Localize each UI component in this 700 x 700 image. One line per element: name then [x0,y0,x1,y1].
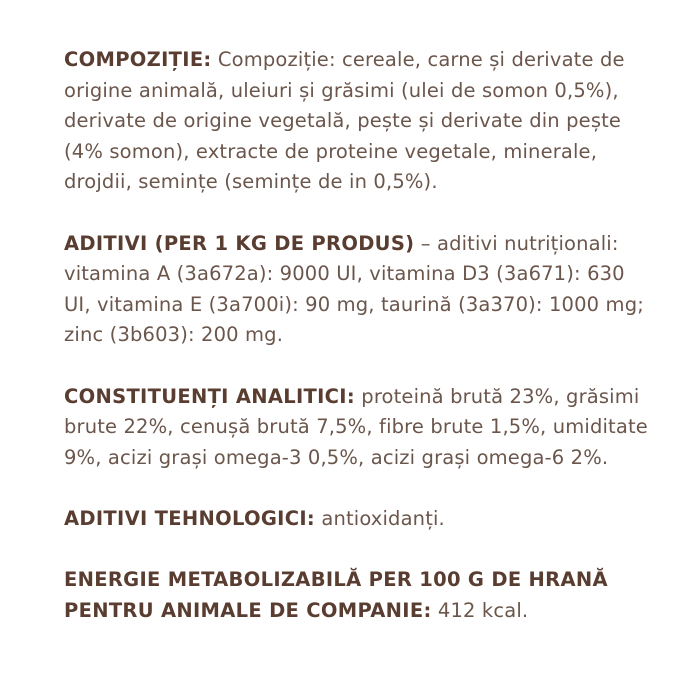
analytical-constituents-section [64,382,654,474]
metabolizable-energy-text: 412 kcal. [431,598,529,622]
product-label-text [64,45,654,657]
analytical-constituents-text: proteină brută 23%, grăsimi brute 22%, cenușă brută 7,5%, fibre brute 1,5%, umiditate 9%, acizi grași omega-3 0,5%, acizi grași omega-6 2%. [64,384,648,469]
additives-section [64,229,654,351]
composition-text: Compoziție: cereale, carne și derivate de origine animală, uleiuri și grăsimi (ulei de somon 0,5%), derivate de origine vegetală, pește și derivate din pește (4% somon), extracte de proteine vegetale, minerale, drojdii, semințe (semințe de in 0,5%). [64,48,625,194]
technological-additives-label: ADITIVI TEHNOLOGICI: [64,506,315,530]
composition-section [64,45,654,198]
metabolizable-energy-section [64,565,654,626]
additives-text: – aditivi nutriționali: vitamina A (3a672a): 9000 UI, vitamina D3 (3a671): 630 UI, vitamina E (3a700i): 90 mg, taurină (3a370): 1000 mg; zinc (3b603): 200 mg. [64,231,644,347]
metabolizable-energy-label: ENERGIE METABOLIZABILĂ PER 100 G DE HRANĂ PENTRU ANIMALE DE COMPANIE: [64,568,608,622]
composition-label: COMPOZIȚIE: [64,48,212,71]
technological-additives-text: antioxidanți. [315,506,445,530]
additives-label: ADITIVI (PER 1 KG DE PRODUS) [64,231,415,255]
technological-additives-section [64,504,654,535]
analytical-constituents-label: CONSTITUENȚI ANALITICI: [64,384,355,408]
